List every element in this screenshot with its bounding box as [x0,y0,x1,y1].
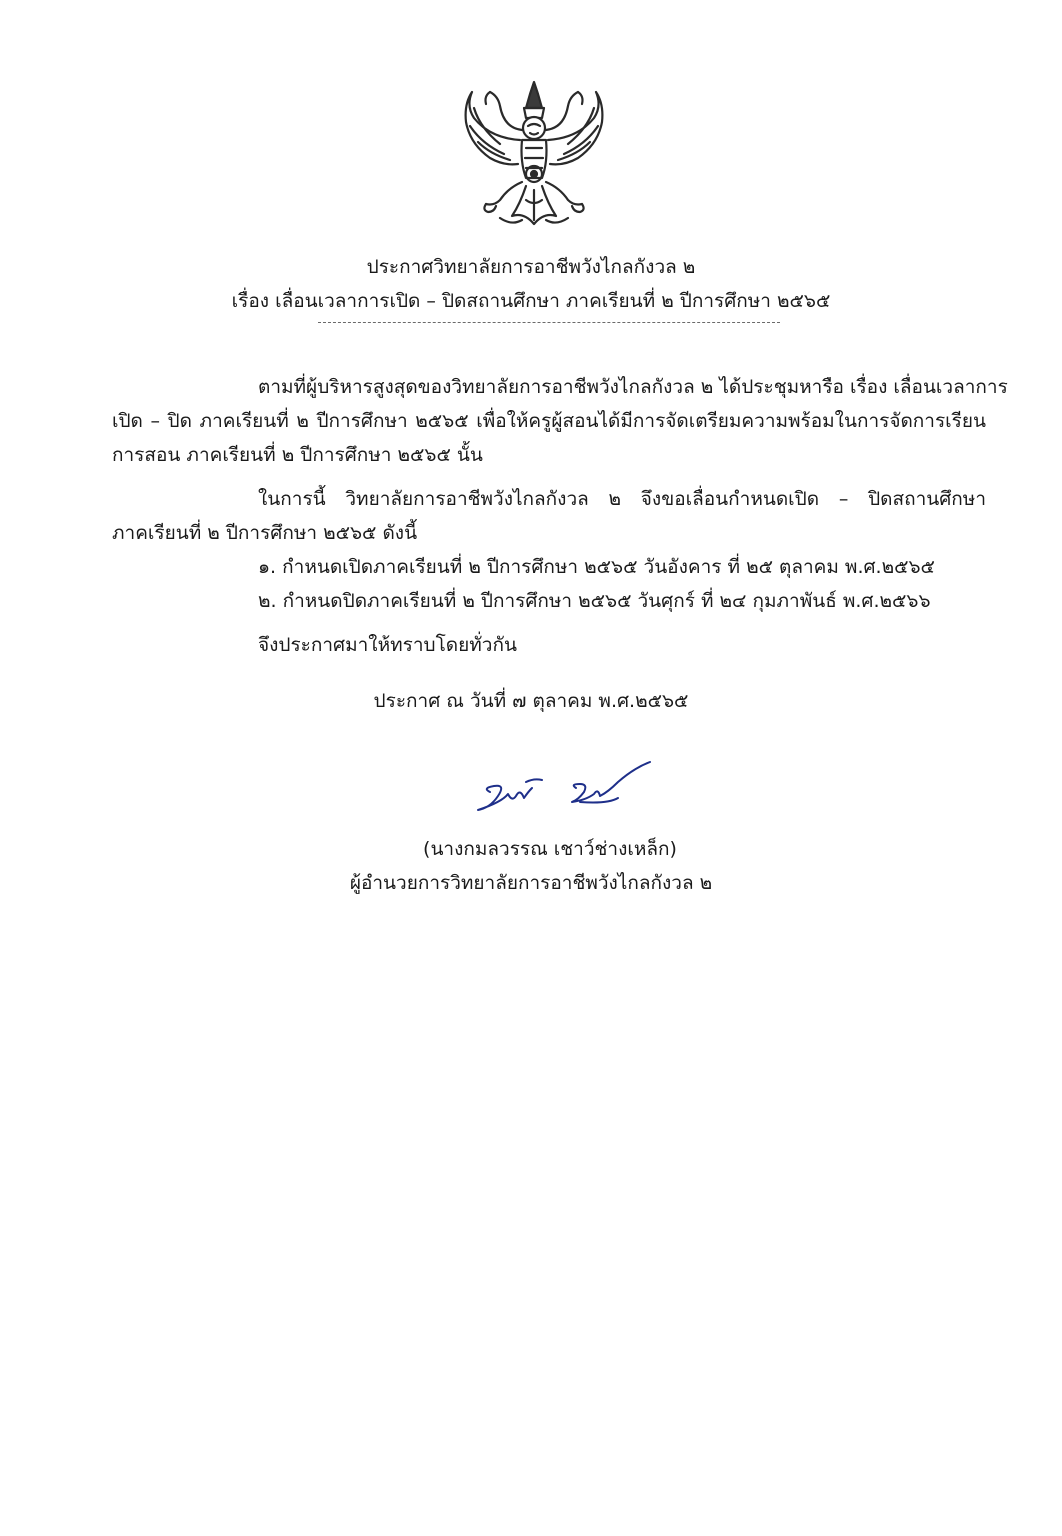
dashed-divider [318,322,780,323]
signatory-name: (นางกมลวรรณ เชาว์ช่างเหล็ก) [423,838,677,860]
schedule-item-open: ๑. กำหนดเปิดภาคเรียนที่ ๒ ปีการศึกษา ๒๕๖๕ วันอังคาร ที่ ๒๕ ตุลาคม พ.ศ.๒๕๖๕ [258,556,935,578]
announcement-subject: เรื่อง เลื่อนเวลาการเปิด – ปิดสถานศึกษา ภาคเรียนที่ ๒ ปีการศึกษา ๒๕๖๕ [231,290,831,312]
handwritten-signature-icon [468,758,658,828]
signatory-position: ผู้อำนวยการวิทยาลัยการอาชีพวังไกลกังวล ๒ [349,872,713,894]
closing-statement: จึงประกาศมาให้ทราบโดยทั่วกัน [258,634,517,656]
announcement-title: ประกาศวิทยาลัยการอาชีพวังไกลกังวล ๒ [366,256,696,278]
announcement-date: ประกาศ ณ วันที่ ๗ ตุลาคม พ.ศ.๒๕๖๕ [373,690,689,712]
paragraph2-line2: ภาคเรียนที่ ๒ ปีการศึกษา ๒๕๖๕ ดังนี้ [112,522,418,544]
paragraph1-line2: เปิด – ปิด ภาคเรียนที่ ๒ ปีการศึกษา ๒๕๖๕ เพื่อให้ครูผู้สอนได้มีการจัดเตรียมความพร้อมในการจัดการเรียน [112,410,986,432]
schedule-item-close: ๒. กำหนดปิดภาคเรียนที่ ๒ ปีการศึกษา ๒๕๖๕ วันศุกร์ ที่ ๒๔ กุมภาพันธ์ พ.ศ.๒๕๖๖ [258,590,931,612]
paragraph1-line3: การสอน ภาคเรียนที่ ๒ ปีการศึกษา ๒๕๖๕ นั้น [112,444,483,466]
paragraph2-line1: ในการนี้ วิทยาลัยการอาชีพวังไกลกังวล ๒ จึงขอเลื่อนกำหนดเปิด – ปิดสถานศึกษา [258,488,986,510]
paragraph1-line1: ตามที่ผู้บริหารสูงสุดของวิทยาลัยการอาชีพวังไกลกังวล ๒ ได้ประชุมหารือ เรื่อง เลื่อนเวลาการ [258,376,1008,398]
garuda-emblem-icon [460,78,608,230]
